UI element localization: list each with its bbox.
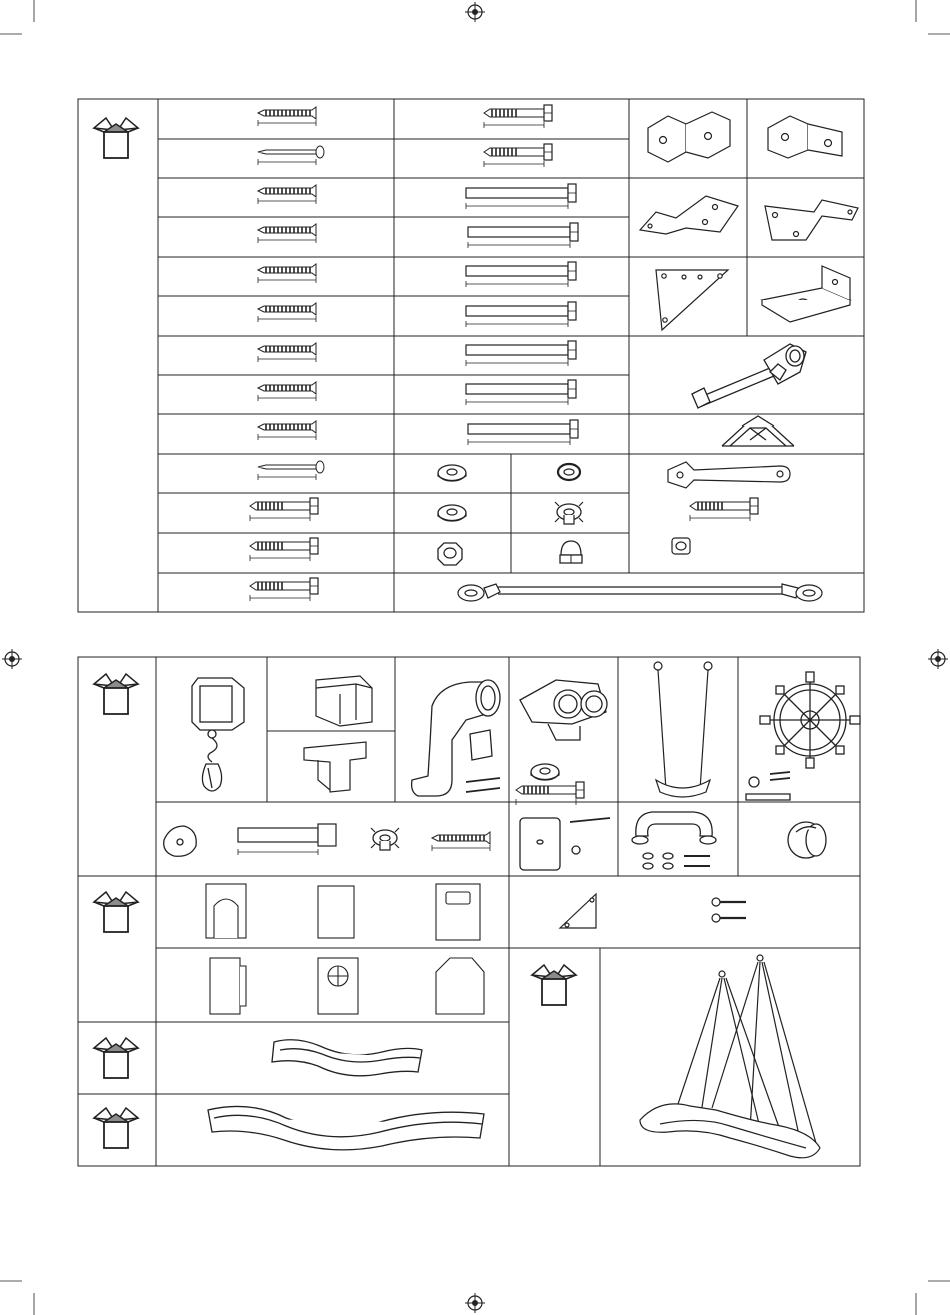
beam-brackets — [304, 676, 372, 792]
long-screw-accessory — [432, 832, 490, 851]
registration-mark-bottom — [465, 1293, 485, 1313]
cap-block — [520, 818, 610, 870]
box-icon-slide-large — [94, 1108, 138, 1148]
strap-kit — [668, 462, 790, 554]
grab-handle — [632, 812, 716, 869]
wave-slide-small — [272, 1040, 422, 1076]
swing-hanger — [192, 678, 244, 791]
box-icon-glider — [532, 965, 576, 1005]
box-icon-wall-panels — [94, 892, 138, 932]
binoculars — [516, 680, 607, 805]
periscope — [412, 680, 500, 796]
swing-crossbar — [458, 584, 822, 601]
registration-mark-left — [2, 649, 22, 669]
left-fasteners — [250, 107, 324, 601]
gusset-bolts — [560, 894, 746, 928]
bracket-parts — [640, 112, 858, 330]
registration-mark-top — [465, 2, 485, 22]
wave-slide-large — [208, 1106, 484, 1149]
swing-hanger-bolt — [692, 344, 806, 408]
wall-panels — [206, 884, 484, 1014]
glider-swing — [640, 955, 820, 1158]
dowel-bolt — [238, 824, 336, 855]
registration-mark-right — [928, 649, 948, 669]
climbing-rock — [164, 826, 197, 856]
middle-bolts — [466, 105, 578, 445]
a-frame-bracket — [722, 416, 794, 446]
knob — [788, 822, 826, 858]
box-icon-accessories — [94, 674, 138, 714]
ship-wheel — [746, 672, 860, 800]
box-icon-slide-small — [94, 1038, 138, 1078]
box-icon-hardware — [94, 118, 138, 158]
swing-seat — [654, 662, 712, 797]
tee-nut-accessory — [371, 828, 399, 850]
